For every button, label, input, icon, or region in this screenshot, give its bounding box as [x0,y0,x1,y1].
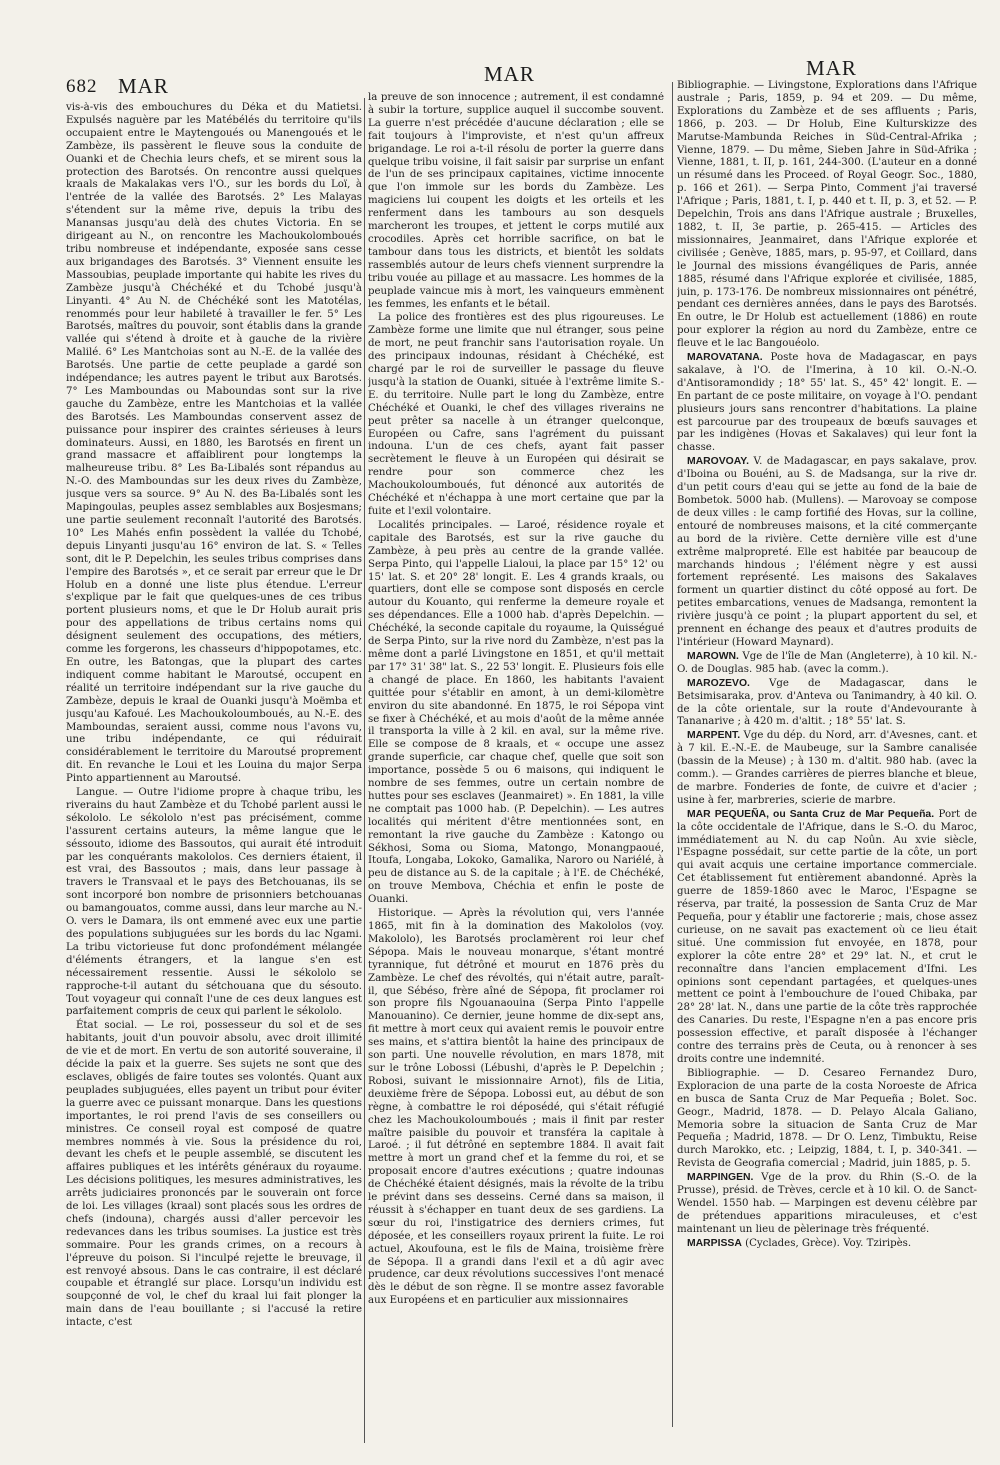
entry-headword: MAROVOAY. [687,456,749,468]
paragraph-text: (Cyclades, Grèce). Voy. Tziripès. [741,1237,912,1249]
paragraph-text: Vge de la prov. du Rhin (S.-O. de la Prusse), présid. de Trèves, cercle et à 10 kil. O. de Sanct-Wendel. 1550 hab. — Marpingen est devenu célèbre par de prétendues apparitions miraculeuses, et c'est maintenant un lieu de pèlerinage très fréquenté. [677,1172,977,1235]
paragraph-text: Bibliographie. — D. Cesareo Fernandez Duro, Exploracion de una parte de la costa Noroeste de Africa en busca de Santa Cruz de Mar Pequeña ; Bolet. Soc. Geogr., Madrid, 1878. — D. Pelayo Alcala Galiano, Memoria sobre la situacion de Santa Cruz de Mar Pequeña ; Madrid, 1878. — Dr O. Lenz, Timbuktu, Reise durch Marokko, etc. ; Leipzig, 1884, t. I, p. 340-341. — Revista de Geografia comercial ; Madrid, juin 1885, p. 5. [677,1067,977,1170]
paragraph [677,1068,977,1171]
entry-headword: MAROWN. [687,650,739,662]
paragraph-text: Poste hova de Madagascar, en pays sakalave, à l'O. de l'Imerina, à 10 kil. O.-N.-O. d'Antisoramondidy ; 18° 55' lat. S., 45° 42' longit. E. — En partant de ce poste militaire, on voyage à l'O. pendant plusieurs jours sans rencontrer d'habitations. La plaine est parcourue par des troupeaux de bœufs sauvages et par les indigènes (Hovas et Sakalaves) qui leur font la chasse. [677,352,977,454]
text-column-2 [368,92,664,1437]
dictionary-entry [677,651,977,677]
paragraph-text: Port de la côte occidentale de l'Afrique, dans le S.-O. du Maroc, immédiatement au N. du cap Noûn. Au xvie siècle, l'Espagne possédait, sur cette partie de la côte, un port qui avait acquis une certaine importance commerciale. Cet établissement fut entièrement abandonné. Après la guerre de 1859-1860 avec le Maroc, l'Espagne se réserva, par traité, la possession de Santa Cruz de Mar Pequeña, pour y établir une factorerie ; mais, chose assez curieuse, on ne savait pas exactement où ce lieu était situé. Une commission fut envoyée, en 1878, pour explorer la côte entre 28° et 29° lat. N., et crut le reconnaître dans l'ancien emplacement d'Ifni. Les opinions sont cependant partagées, et quelques-unes mettent ce point à l'embouchure de l'oued Chibaka, par 28° 28' lat. N., dans une partie de la côte très rapprochée des Canaries. Du reste, l'Espagne n'en a pas encore pris possession effective, et paraît disposée à l'échanger contre des terrains près de Ceuta, ou à renoncer à ses droits contre une indemnité. [677,808,977,1065]
paragraph-text: Bibliographie. — Livingstone, Explorations dans l'Afrique australe ; Paris, 1859, p. 94 et 209. — Du même, Explorations du Zambèze et de ses affluents ; Paris, 1866, p. 203. — Dr Holub, Eine Kulturskizze des Marutse-Mambunda Reiches in Süd-Central-Afrika ; Vienne, 1879. — Du même, Sieben Jahre in Süd-Afrika ; Vienne, 1881, t. II, p. 161, 244-300. (L'auteur en a donné un résumé dans les Proceed. of Royal Geogr. Soc., 1880, p. 166 et 261). — Serpa Pinto, Comment j'ai traversé l'Afrique ; Paris, 1881, t. I, p. 440 et t. II, p. 3, et 52. — P. Depelchin, Trois ans dans l'Afrique australe ; Bruxelles, 1882, t. II, 3e partie, p. 265-415. — Articles des missionnaires, Jeanmairet, dans l'Afrique explorée et civilisée ; Genève, 1885, mars, p. 95-97, et Coillard, dans le Journal des missions évangéliques de Paris, année 1885, résumé dans l'Afrique explorée et civilisée, 1885, juin, p. 173-176. De nombreux missionnaires ont pénétré, pendant ces dernières années, dans le pays des Barotsés. En outre, le Dr Holub est actuellement (1886) en route pour explorer la région au nord du Zambèze, entre ce fleuve et le lac Bangouéolo. [677,80,977,350]
entry-headword: MARPINGEN. [687,1172,754,1184]
running-head-right: MAR [806,56,857,80]
entry-headword: MAROZEVO. [687,677,750,689]
entry-headword: MARPISSA [687,1237,742,1249]
paragraph [368,92,664,311]
paragraph [66,1020,362,1330]
dictionary-entry [677,1172,977,1237]
paragraph [368,520,664,907]
dictionary-entry [677,809,977,1067]
paragraph-text: Vge de l'île de Man (Angleterre), à 10 kil. N.-O. de Douglas. 985 hab. (avec la comm.). [677,650,977,675]
paragraph-text: vis-à-vis des embouchures du Déka et du Matietsi. Expulsés naguère par les Matébélés du territoire qu'ils occupaient entre le Maytengoués ou Manengoués et le Zambèze, ils passèrent le fleuve sous la conduite de Ouanki et de Chechia leurs chefs, et se mirent sous la protection des Barotsés. On rencontre aussi quelques kraals de Makalakas vers l'O., sur les bords du Loï, à l'entrée de la vallée des Barotsés. 2° Les Malayas s'étendent sur la même rive, depuis la tribu des Manansas jusqu'au delà des chutes Victoria. En se dirigeant au N., on rencontre les Machoukolomboués tribu nombreuse et indépendante, exposée sans cesse aux brigandages des Barotsés. 3° Viennent ensuite les Massoubias, peuplade importante qui habite les rives du Zambèze jusqu'à Chéchéké et du Tchobé jusqu'à Linyanti. 4° Au N. de Chéchéké sont les Matotélas, renommés pour leur habileté à travailler le fer. 5° Les Barotsés, maîtres du pouvoir, sont établis dans la grande vallée qui s'étend à droite et à gauche de la rivière Malilé. 6° Les Mantchoias sont au N.-E. de la vallée des Barotsés. Une partie de cette peuplade a gardé son indépendance; les autres payent le tribut aux Barotsés. 7° Les Mamboundas ou Maboundas sont sur la rive gauche du Zambèze, entre les Mantchoias et la vallée des Barotsés. Les Mamboundas conservent assez de puissance pour inspirer des craintes sérieuses à leurs dominateurs. Aussi, en 1880, les Barotsés en firent un grand massacre et affaiblirent pour longtemps la malheureuse tribu. 8° Les Ba-Libalés sont répandus au N.-O. des Mamboundas sur les deux rives du Zambèze, jusque vers sa source. 9° Au N. des Ba-Libalés sont les Mapingoulas, peuples assez semblables aux Bosjesmans; une partie seulement reconnaît l'autorité des Barotsés. 10° Les Mahés enfin possèdent la vallée du Tchobé, depuis Linyanti jusqu'au 16° environ de lat. S. « Telles sont, dit le P. Depelchin, les seules tribus comprises dans l'empire des Barotsés », et ce serait par erreur que le Dr Holub en a donné une liste plus étendue. L'erreur s'explique par le fait que quelques-unes de ces tribus portent plusieurs noms, et que le Dr Holub aurait pris pour des appellations de tribus certains noms qui désignent seulement des occupations, des métiers, comme les forgerons, les chasseurs d'hippopotames, etc. En outre, les Batongas, que la plupart des cartes indiquent comme habitant le Maroutsé, occupent en réalité un territoire indépendant sur la rive gauche du Zambèze, depuis le kraal de Ouanki jusqu'à Moëmba et jusqu'au Kafoué. Les Machoukoloumboués, au N.-E. des Mamboundas, seraient aussi, comme nous l'avons vu, une tribu indépendante, ce qui réduirait considérablement le territoire du Maroutsé proprement dit. En revanche le Loui et les Louina du major Serpa Pinto appartiennent au Maroutsé. [66,102,362,785]
entry-headword: MAROVATANA. [687,352,763,364]
dictionary-entry [677,352,977,455]
paragraph [677,80,977,351]
paragraph [66,102,362,786]
paragraph-text: Vge du dép. du Nord, arr. d'Avesnes, cant. et à 7 kil. E.-N.-E. de Maubeuge, sur la Sambre canalisée (bassin de la Meuse) ; à 130 m. d'altit. 980 hab. (avec la comm.). — Grandes carrières de pierres blanche et bleue, de marbre. Fonderies de fonte, de cuivre et d'acier ; usine à fer, marbreries, scierie de marbre. [677,730,977,806]
text-column-1 [66,102,362,1447]
paragraph-text: V. de Madagascar, en pays sakalave, prov. d'Iboina ou Bouéni, au S. de Madsanga, sur la rive dr. d'un petit cours d'eau qui se jette au fond de la baie de Bombetok. 5000 hab. (Mullens). — Marovoay se compose de deux villes : le camp fortifié des Hovas, sur la colline, entouré de nombreuses maisons, et la cité commerçante au bord de la rivière. Cette dernière ville est d'une extrême malpropreté. Elle est habitée par beaucoup de marchands hindous ; l'élément nègre y est aussi fortement représenté. Les maisons des Sakalaves forment un quartier distinct du côté opposé au fort. De petites embarcations, venues de Madsanga, remontent la rivière jusqu'à ce point ; la plupart apportent du sel, et prennent en échange des peaux et d'autres produits de l'intérieur (Howard Maynard). [677,456,977,648]
paragraph-text: Vge de Madagascar, dans le Betsimisaraka, prov. d'Anteva ou Tanimandry, à 40 kil. O. de la côte orientale, sur la route d'Andevourante à Tananarive ; à 420 m. d'altit. ; 18° 55' lat. S. [677,677,977,728]
paragraph-text: État social. — Le roi, possesseur du sol et de ses habitants, jouit d'un pouvoir absolu, avec droit illimité de vie et de mort. En vertu de son autorité souveraine, il décide la paix et la guerre. Ses sujets ne sont que des esclaves, obligés de faire toutes ses volontés. Quant aux peuplades subjuguées, elles payent un tribut pour éviter la guerre avec ce puissant monarque. Dans les questions importantes, le roi prend l'avis de ses conseillers ou ministres. Ce conseil royal est composé de quatre membres nommés à vie. Sous la présidence du roi, devant les chefs et le peuple assemblé, se discutent les affaires publiques et les intérêts généraux du royaume. Les décisions politiques, les mesures administratives, les arrêts judiciaires prononcés par le souverain ont force de loi. Les villages (kraal) sont placés sous les ordres de chefs (indouna), chargés aussi d'aller percevoir les redevances dans les tribus soumises. La justice est très sommaire. Pour les grands crimes, on a recours à l'épreuve du poison. Si l'inculpé rejette le breuvage, il est renvoyé absous. Dans le cas contraire, il est déclaré coupable et étranglé sur place. Lorsqu'un individu est soupçonné de vol, le chef du kraal lui fait plonger la main dans de l'eau bouillante ; si l'accusé la retire intacte, c'est [66,1020,362,1329]
paragraph [368,312,664,519]
paragraph-text: La police des frontières est des plus rigoureuses. Le Zambèze forme une limite que nul étranger, sous peine de mort, ne peut franchir sans l'autorisation royale. Un des principaux indounas, résidant à Chéchéké, est chargé par le roi de surveiller le passage du fleuve jusqu'à la station de Ouanki, située à l'extrême limite S.-E. du territoire. Nulle part le long du Zambèze, entre Chéchéké et Ouanki, le chef des villages riverains ne peut prêter sa nacelle à un étranger quelconque, Européen ou Cafre, sans l'agrément du puissant indouna. L'un de ces chefs, ayant fait passer secrètement le fleuve à un Européen qui désirait se rendre pour son commerce chez les Machoukoloumboués, fut dénoncé aux autorités de Chéchéké et n'échappa à une mort certaine que par la fuite et l'exil volontaire. [368,312,664,517]
entry-headword: MARPENT. [687,730,741,742]
dictionary-entry [677,1238,977,1251]
running-head-left: MAR [118,74,169,98]
paragraph [368,908,664,1308]
text-column-3 [677,80,977,1425]
paragraph [66,787,362,1019]
running-head-center: MAR [484,62,535,86]
dictionary-entry [677,730,977,807]
entry-headword: MAR PEQUEÑA, ou Santa Cruz de Mar Pequeña. [687,808,935,820]
dictionary-entry [677,678,977,730]
page-number: 682 [66,76,98,97]
paragraph-text: la preuve de son innocence ; autrement, il est condamné à subir la torture, supplice auquel il succombe souvent. La guerre n'est précédée d'aucune déclaration ; elle se fait toujours à l'improviste, et n'est qu'un affreux brigandage. Le roi a-t-il résolu de porter la guerre dans quelque tribu voisine, il fait saisir par surprise un enfant de l'un de ses principaux capitaines, victime innocente que l'on immole sur les bords du Zambèze. Les magiciens lui coupent les doigts et les orteils et les renferment dans les tambours au son desquels marcheront les troupes, et jettent le corps mutilé aux crocodiles. Après cet horrible sacrifice, on bat le tambour dans tous les districts, et bientôt les soldats rassemblés autour de leurs chefs viennent surprendre la tribu vouée au pillage et au massacre. Les hommes de la peuplade vaincue mis à mort, les vainqueurs emmènent les femmes, les enfants et le bétail. [368,92,664,310]
paragraph-text: Langue. — Outre l'idiome propre à chaque tribu, les riverains du haut Zambèze et du Tchobé parlent aussi le sékololo. Le sékololo n'est pas précisément, comme l'assurent certains auteurs, la même langue que le séssouto, idiome des Bassoutos, qui aurait été introduit par les conquérants makololos. Ces derniers étaient, il est vrai, des Bassoutos ; mais, dans leur passage à travers le Transvaal et le pays des Betchouanas, ils se sont incorporé bon nombre de prisonniers betchouanas ou bamangouatos, comme aussi, dans leur marche au N.-O. vers le Damara, ils ont emmené avec eux une partie des populations subjuguées sur les bords du lac Ngami. La tribu victorieuse fut donc profondément mélangée d'éléments étrangers, et la langue s'en est nécessairement ressentie. Aussi le sékololo se rapproche-t-il autant du sétchouana que du sésouto. Tout voyageur qui connaît l'une de ces deux langues est parfaitement compris de ceux qui parlent le sékololo. [66,787,362,1018]
column-divider [364,98,365,1443]
column-divider [672,82,673,1427]
paragraph-text: Historique. — Après la révolution qui, vers l'année 1865, mit fin à la domination des Makololos (voy. Makololo), les Barotsés proclamèrent roi leur chef Sépopa. Mais le nouveau monarque, s'étant montré tyrannique, fut détrôné et mourut en 1876 près du Zambèze. Le chef des révoltés, qui n'était autre, paraît-il, que Sébéso, frère aîné de Sépopa, fit proclamer roi son propre fils Ngouanaouina (Serpa Pinto l'appelle Manouanino). Ce dernier, jeune homme de dix-sept ans, fit mettre à mort ceux qui avaient remis le pouvoir entre ses mains, et s'attira bientôt la haine des principaux de son parti. Une nouvelle révolution, en mars 1878, mit sur le trône Lobossi (Lébushi, d'après le P. Depelchin ; Robosi, suivant le missionnaire Arnot), fils de Litia, deuxième frère de Sépopa. Lobossi eut, au début de son règne, à combattre le roi déposédé, qui s'était réfugié chez les Machoukoloumboués ; mais il finit par rester maître paisible du pouvoir et transféra la capitale à Laroé. ; il fut détrôné en septembre 1884. Il avait fait mettre à mort un grand chef et la femme du roi, et se proposait encore d'autres exécutions ; quatre indounas de Chéchéké étaient désignés, mais la révolte de la tribu le prévint dans ses desseins. Cerné dans sa maison, il réussit à s'échapper en tuant deux de ses gardiens. La sœur du roi, l'instigatrice des derniers crimes, fut déposée, et les conseillers royaux prirent la fuite. Le roi actuel, Akoufouna, est le fils de Maina, troisième frère de Sépopa. Il a grandi dans l'exil et a dû agir avec prudence, car deux révolutions successives l'ont menacé dès le début de son règne. Il se montre assez favorable aux Européens et en particulier aux missionnaires [368,908,664,1307]
dictionary-entry [677,456,977,650]
paragraph-text: Localités principales. — Laroé, résidence royale et capitale des Barotsés, est sur la rive gauche du Zambèze, à peu près au centre de la grande vallée. Serpa Pinto, qui l'appelle Lialoui, la place par 15° 12' ou 15' lat. S. et 20° 28' longit. E. Les 4 grands kraals, ou quartiers, dont elle se compose sont disposés en cercle autour du Kouanto, qui renferme la demeure royale et ses dépendances. Elle a 1000 hab. d'après Depelchin. — Chéchéké, la seconde capitale du royaume, la Quisségué de Serpa Pinto, sur la rive nord du Zambèze, n'est pas la même dont a parlé Livingstone en 1851, et qu'il mettait par 17° 31' 38" lat. S., 22 53' longit. E. Plusieurs fois elle a changé de place. En 1860, les habitants l'avaient quittée pour s'établir en amont, à un demi-kilomètre environ du site abandonné. En 1875, le roi Sépopa vint se fixer à Chéchéké, et au mois d'août de la même année il transporta la ville à 2 kil. en aval, sur la même rive. Elle se compose de 8 kraals, et « occupe une assez grande superficie, car chaque chef, quelle que soit son importance, possède 5 ou 6 maisons, qui indiquent le nombre de ses femmes, outre un certain nombre de huttes pour ses esclaves (Jeanmairet) ». En 1881, la ville ne comptait pas 1000 hab. (P. Depelchin). — Les autres localités qui méritent d'être mentionnées sont, en remontant la rive gauche du Zambèze : Katongo ou Sékhosi, Soma ou Sioma, Matongo, Monangpaoué, Itoufa, Longaba, Lokoko, Gamalika, Naroro ou Nariélé, à peu de distance au S. de la capitale ; à l'E. de Chéchéké, on trouve Membova, Chéchia et enfin le poste de Ouanki. [368,519,664,906]
